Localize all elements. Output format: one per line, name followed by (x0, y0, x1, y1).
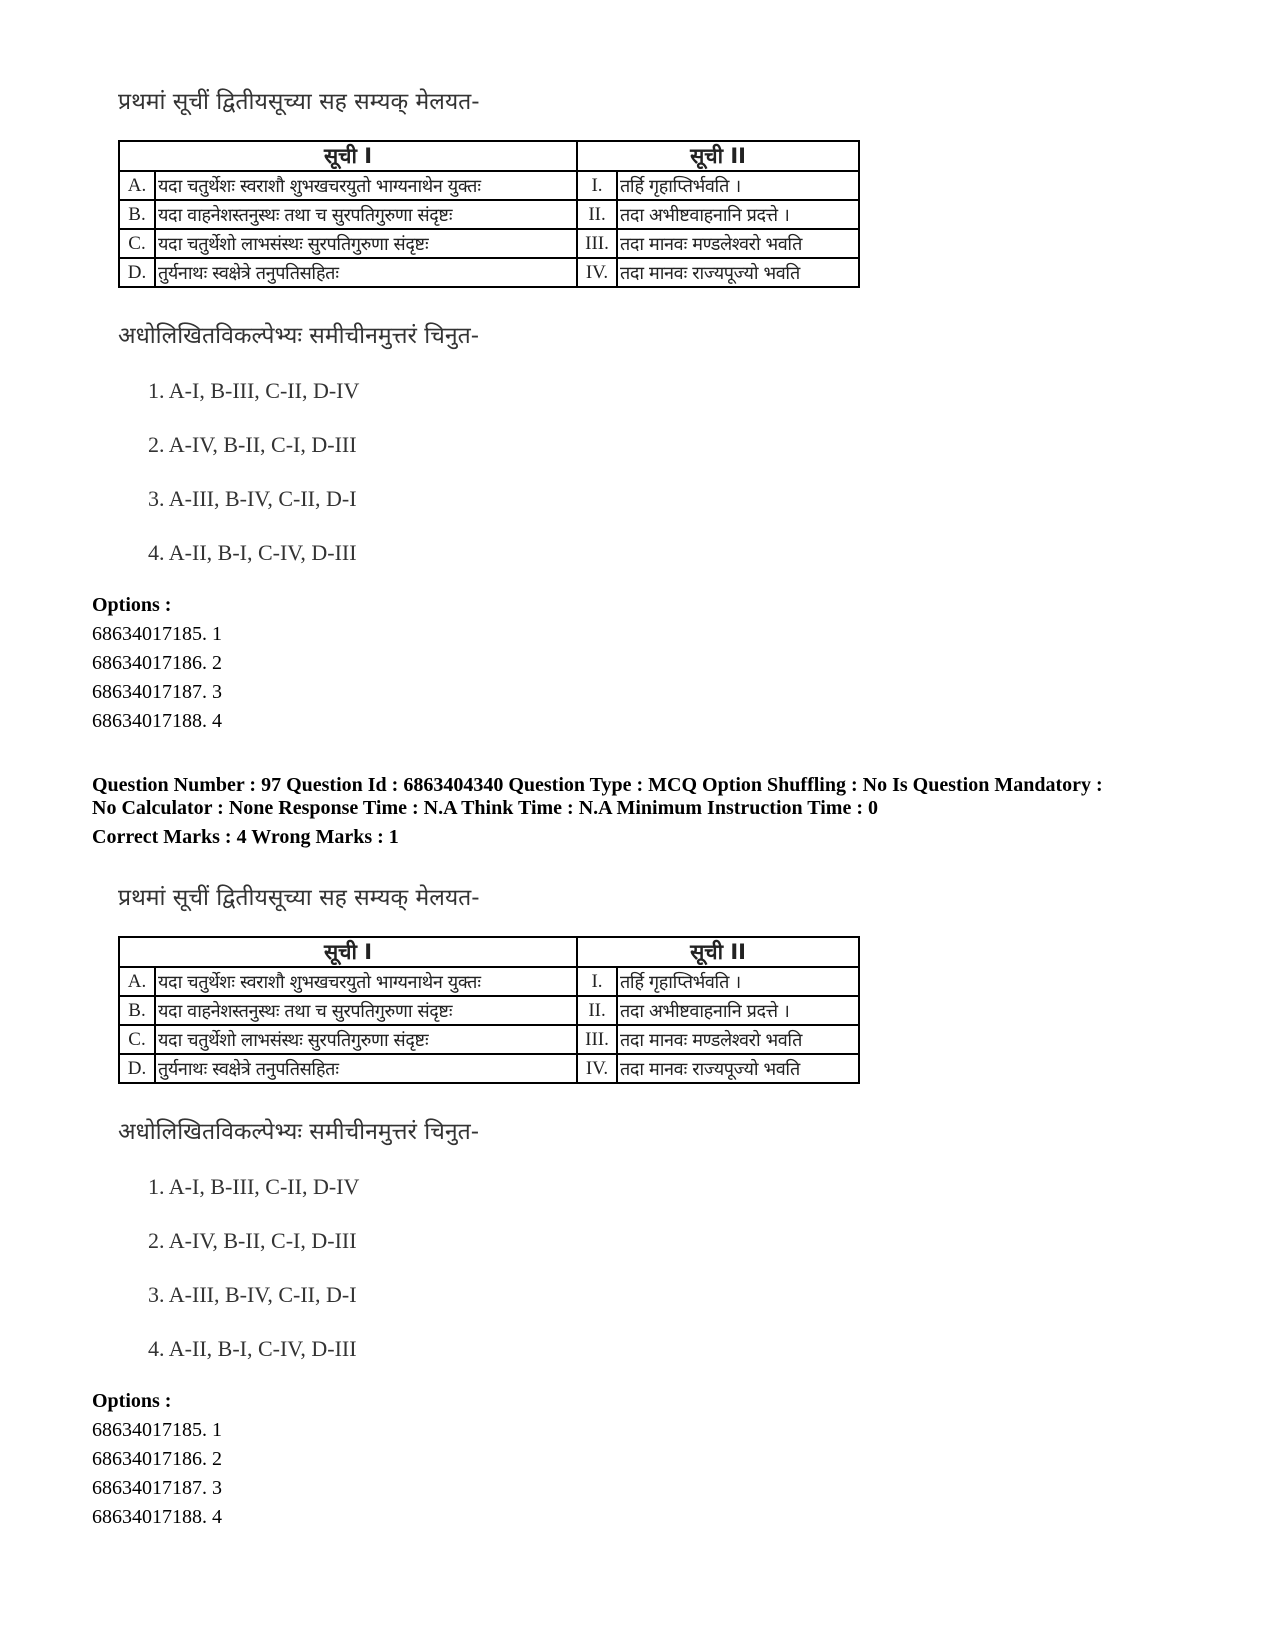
table-row (119, 996, 859, 1025)
match-table-header (119, 141, 859, 171)
options-label: Options : (92, 594, 172, 616)
list-2-text: तदा मानवः राज्यपूज्यो भवति (617, 1054, 859, 1083)
option-item: 68634017188. 4 (92, 1506, 222, 1528)
question-prompt: अधोलिखितविकल्पेभ्यः समीचीनमुत्तरं चिनुत- (118, 323, 479, 349)
list-1-text: यदा वाहनेशस्तनुस्थः तथा च सुरपतिगुरुणा संदृष्टः (155, 200, 577, 229)
choice-item: 2. A-IV, B-II, C-I, D-III (148, 432, 357, 457)
table-row (119, 1025, 859, 1054)
list-2-key: I. (577, 967, 617, 996)
table-row (119, 229, 859, 258)
choice-item: 4. A-II, B-I, C-IV, D-III (148, 1336, 357, 1361)
match-table-header (119, 937, 859, 967)
list-2-text: तदा अभीष्टवाहनानि प्रदत्ते । (617, 200, 859, 229)
table-row (119, 200, 859, 229)
question-meta-line-1: Question Number : 97 Question Id : 6863404340 Question Type : MCQ Option Shuffling : No Is Question Mandatory : (92, 774, 1103, 796)
option-item: 68634017185. 1 (92, 1419, 222, 1441)
question-instruction: प्रथमां सूचीं द्वितीयसूच्या सह सम्यक् मेलयत- (118, 89, 480, 115)
match-table (118, 936, 860, 1084)
option-item: 68634017187. 3 (92, 681, 222, 703)
list-2-header: सूची II (577, 937, 859, 967)
question-marks: Correct Marks : 4 Wrong Marks : 1 (92, 826, 399, 848)
options-label: Options : (92, 1390, 172, 1412)
list-1-text: तुर्यनाथः स्वक्षेत्रे तनुपतिसहितः (155, 1054, 577, 1083)
list-1-key: B. (119, 200, 155, 229)
list-2-text: तर्हि गृहाप्तिर्भवति । (617, 967, 859, 996)
choice-item: 4. A-II, B-I, C-IV, D-III (148, 540, 357, 565)
match-table (118, 140, 860, 288)
list-2-text: तदा मानवः राज्यपूज्यो भवति (617, 258, 859, 287)
choice-item: 1. A-I, B-III, C-II, D-IV (148, 1174, 360, 1199)
list-2-text: तदा मानवः मण्डलेश्वरो भवति (617, 229, 859, 258)
list-2-key: II. (577, 996, 617, 1025)
list-1-key: A. (119, 967, 155, 996)
choice-item: 2. A-IV, B-II, C-I, D-III (148, 1228, 357, 1253)
question-instruction: प्रथमां सूचीं द्वितीयसूच्या सह सम्यक् मेलयत- (118, 885, 480, 911)
option-item: 68634017186. 2 (92, 1448, 222, 1470)
list-2-key: II. (577, 200, 617, 229)
list-1-text: तुर्यनाथः स्वक्षेत्रे तनुपतिसहितः (155, 258, 577, 287)
table-row (119, 171, 859, 200)
table-row (119, 258, 859, 287)
list-1-key: C. (119, 229, 155, 258)
list-1-text: यदा चतुर्थेशः स्वराशौ शुभखचरयुतो भाग्यनाथेन युक्तः (155, 967, 577, 996)
list-2-key: IV. (577, 1054, 617, 1083)
list-2-key: I. (577, 171, 617, 200)
list-1-key: A. (119, 171, 155, 200)
list-1-header: सूची I (119, 141, 577, 171)
list-1-key: D. (119, 1054, 155, 1083)
list-1-text: यदा चतुर्थेशः स्वराशौ शुभखचरयुतो भाग्यनाथेन युक्तः (155, 171, 577, 200)
list-2-text: तदा अभीष्टवाहनानि प्रदत्ते । (617, 996, 859, 1025)
option-item: 68634017186. 2 (92, 652, 222, 674)
option-item: 68634017188. 4 (92, 710, 222, 732)
choice-item: 3. A-III, B-IV, C-II, D-I (148, 486, 357, 511)
choice-item: 1. A-I, B-III, C-II, D-IV (148, 378, 360, 403)
question-prompt: अधोलिखितविकल्पेभ्यः समीचीनमुत्तरं चिनुत- (118, 1119, 479, 1145)
list-2-key: IV. (577, 258, 617, 287)
choice-item: 3. A-III, B-IV, C-II, D-I (148, 1282, 357, 1307)
list-1-text: यदा वाहनेशस्तनुस्थः तथा च सुरपतिगुरुणा संदृष्टः (155, 996, 577, 1025)
list-2-key: III. (577, 1025, 617, 1054)
option-item: 68634017185. 1 (92, 623, 222, 645)
list-2-text: तदा मानवः मण्डलेश्वरो भवति (617, 1025, 859, 1054)
list-1-text: यदा चतुर्थेशो लाभसंस्थः सुरपतिगुरुणा संदृष्टः (155, 1025, 577, 1054)
list-1-header: सूची I (119, 937, 577, 967)
table-row (119, 1054, 859, 1083)
question-meta-line-2: No Calculator : None Response Time : N.A Think Time : N.A Minimum Instruction Time : 0 (92, 797, 878, 819)
list-1-key: C. (119, 1025, 155, 1054)
list-2-header: सूची II (577, 141, 859, 171)
list-1-key: B. (119, 996, 155, 1025)
list-1-text: यदा चतुर्थेशो लाभसंस्थः सुरपतिगुरुणा संदृष्टः (155, 229, 577, 258)
list-2-key: III. (577, 229, 617, 258)
list-1-key: D. (119, 258, 155, 287)
list-2-text: तर्हि गृहाप्तिर्भवति । (617, 171, 859, 200)
option-item: 68634017187. 3 (92, 1477, 222, 1499)
table-row (119, 967, 859, 996)
